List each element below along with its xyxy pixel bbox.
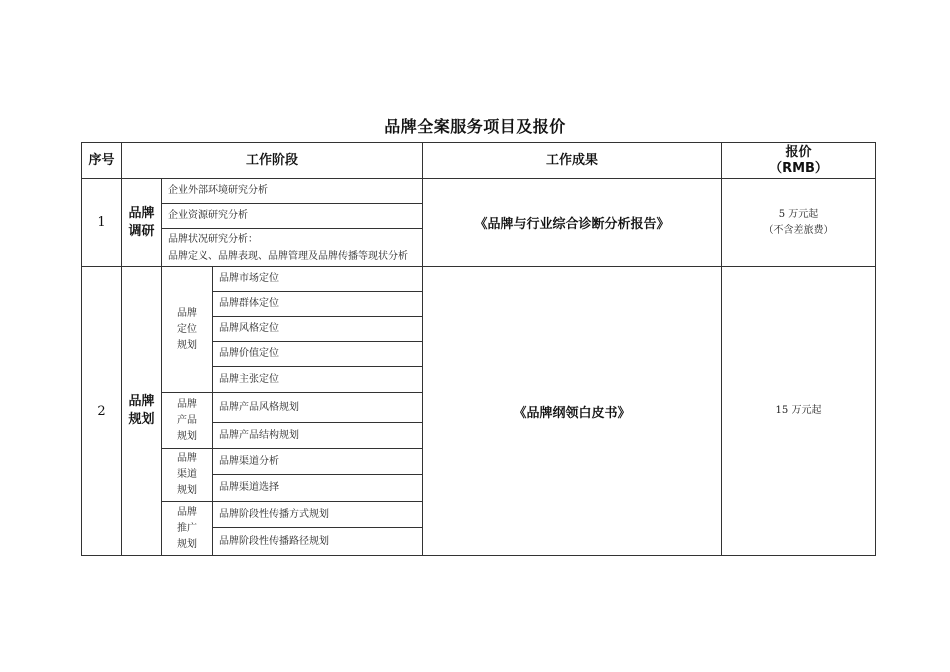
stage-label-bottom: 规划 (128, 412, 155, 427)
header-seq: 序号 (82, 143, 122, 179)
sub-stage-label (162, 393, 213, 449)
row-seq: 2 (82, 267, 122, 556)
sub-stage-label (162, 449, 213, 502)
table-row (82, 267, 876, 292)
row-result: 《品牌与行业综合诊断分析报告》 (423, 179, 722, 267)
sub-stage-line: 规划 (177, 430, 197, 442)
work-item: 企业外部环境研究分析 (162, 179, 423, 204)
stage-label-top: 品牌 (128, 205, 155, 221)
sub-stage-line: 规划 (177, 339, 197, 351)
work-item: 品牌价值定位 (213, 342, 423, 367)
work-item: 品牌产品结构规划 (213, 423, 423, 449)
price-value: 15 万元起 (775, 405, 822, 416)
sub-stage-line: 推广 (177, 522, 197, 534)
sub-stage-label (162, 267, 213, 393)
stage-label-top: 品牌 (128, 394, 155, 409)
sub-stage-line: 定位 (177, 323, 197, 335)
sub-stage-line: 品牌 (177, 453, 197, 464)
document-title: 品牌全案服务项目及报价 (384, 117, 566, 136)
work-item-line: 品牌状况研究分析： (168, 233, 258, 245)
work-item: 品牌阶段性传播路径规划 (213, 528, 423, 556)
work-item-line: 品牌定义、品牌表现、品牌管理及品牌传播等现状分析 (168, 250, 408, 262)
row-stage (122, 267, 162, 556)
table-row (82, 179, 876, 204)
header-stage: 工作阶段 (122, 143, 423, 179)
work-item (162, 229, 423, 267)
row-price (722, 179, 876, 267)
sub-stage-line: 品牌 (177, 506, 197, 518)
sub-stage-line: 规划 (177, 485, 197, 496)
row-stage (122, 179, 162, 267)
sub-stage-line: 规划 (177, 538, 197, 550)
work-item: 品牌阶段性传播方式规划 (213, 502, 423, 528)
sub-stage-line: 产品 (177, 414, 197, 426)
header-price (722, 143, 876, 179)
stage-label-bottom: 调研 (128, 223, 155, 239)
sub-stage-line: 渠道 (177, 469, 197, 480)
row-result: 《品牌纲领白皮书》 (423, 267, 722, 556)
row-price (722, 267, 876, 556)
sub-stage-line: 品牌 (177, 398, 197, 410)
work-item: 企业资源研究分析 (162, 204, 423, 229)
header-result: 工作成果 (423, 143, 722, 179)
work-item: 品牌主张定位 (213, 367, 423, 393)
sub-stage-label (162, 502, 213, 556)
work-item: 品牌产品风格规划 (213, 393, 423, 423)
work-item: 品牌群体定位 (213, 292, 423, 317)
table-header-row (82, 143, 876, 179)
work-item: 品牌风格定位 (213, 317, 423, 342)
price-value: 5 万元起 (778, 208, 819, 220)
sub-stage-line: 品牌 (177, 307, 197, 319)
work-item: 品牌市场定位 (213, 267, 423, 292)
work-item: 品牌渠道选择 (213, 475, 423, 502)
work-item: 品牌渠道分析 (213, 449, 423, 475)
row-seq: 1 (82, 179, 122, 267)
header-price-label: 报价 (785, 144, 812, 160)
header-price-unit: （RMB） (769, 160, 828, 176)
service-price-table (81, 142, 876, 556)
price-note: （不含差旅费） (763, 224, 834, 236)
